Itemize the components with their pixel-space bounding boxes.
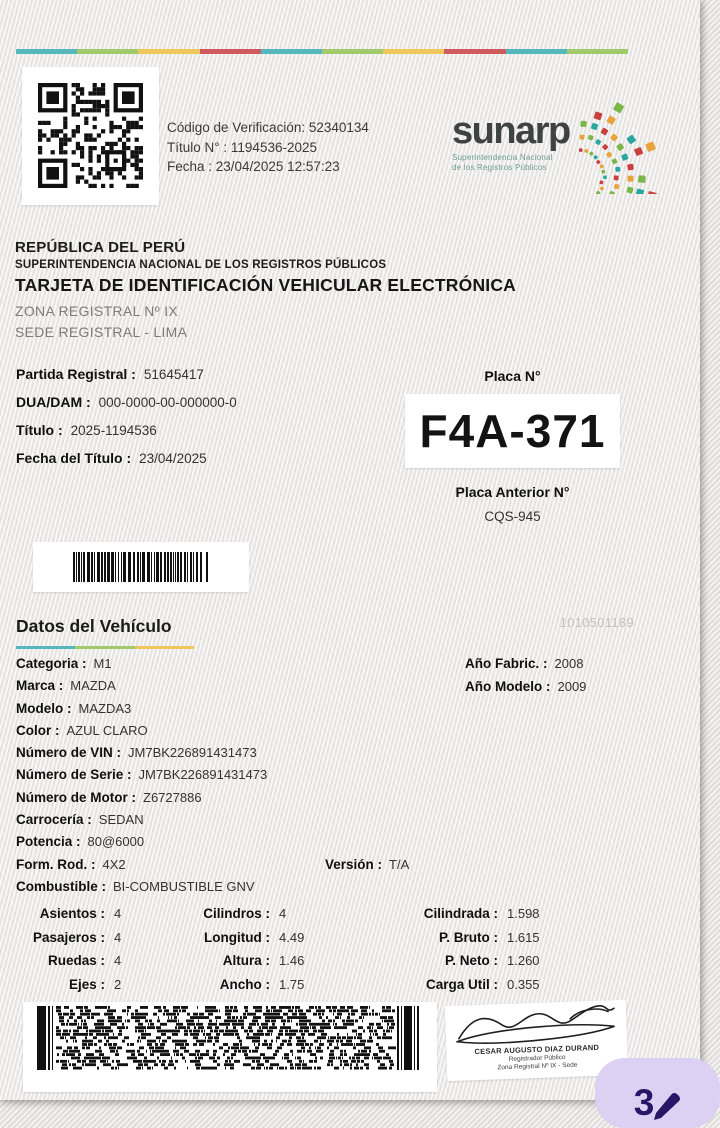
registration-fields	[16, 366, 237, 478]
sunarp-logo-tagline: Superintendencia Nacional de los Registros Públicos	[452, 153, 553, 172]
field-vin: Número de VIN : JM7BK226891431473	[16, 745, 257, 761]
field-color: Color : AZUL CLARO	[16, 722, 148, 738]
field-anio-fabricacion: Año Fabric. : 2008	[465, 656, 584, 671]
barcode-icon	[73, 552, 209, 582]
section-title-vehicle-data: Datos del Vehículo	[16, 616, 172, 636]
sunarp-logo	[452, 112, 692, 173]
plate-number: F4A-371	[405, 394, 620, 468]
field-motor: Número de Motor : Z6727886	[16, 789, 202, 805]
field-serie: Número de Serie : JM7BK226891431473	[16, 767, 268, 783]
field-fecha-titulo: Fecha del Título : 23/04/2025	[16, 450, 207, 466]
field-categoria: Categoria : M1	[16, 656, 112, 671]
previous-plate-label: Placa Anterior N°	[455, 484, 570, 500]
registrar-name: CESAR AUGUSTO DIAZ DURAND	[474, 1042, 600, 1057]
zone-label: ZONA REGISTRAL Nº IX	[15, 303, 179, 319]
qr-code-icon	[38, 83, 144, 189]
registrar-zone: Zona Registral Nº IX - Sede	[497, 1061, 578, 1072]
field-version: Versión : T/A	[325, 856, 410, 872]
document-title-block	[15, 239, 516, 340]
office-label: SEDE REGISTRAL - LIMA	[15, 324, 188, 340]
signature-icon	[449, 1001, 622, 1049]
field-anio-modelo: Año Modelo : 2009	[465, 678, 587, 694]
sunarp-logo-text: sunarp	[452, 110, 570, 152]
qr-code-box	[22, 67, 159, 205]
previous-plate-number: CQS-945	[484, 509, 541, 524]
pdf417-barcode-icon	[37, 1006, 423, 1070]
decorative-color-bar	[16, 49, 628, 54]
registry-number: 1010501189	[559, 615, 634, 630]
field-combustible: Combustible : BI-COMBUSTIBLE GNV	[16, 878, 255, 894]
issue-date: Fecha : 23/04/2025 12:57:23	[167, 159, 340, 174]
field-carroceria: Carrocería : SEDAN	[16, 812, 144, 828]
sunarp-starburst-icon	[570, 84, 692, 194]
field-potencia: Potencia : 80@6000	[16, 834, 145, 850]
field-dua-dam: DUA/DAM : 000-0000-00-000000-0	[16, 394, 237, 410]
field-partida-registral: Partida Registral : 51645417	[16, 366, 204, 382]
vehicle-year-fields	[465, 656, 586, 701]
pdf417-barcode-box	[23, 1002, 437, 1092]
verification-info	[167, 118, 369, 177]
title-number: Título N° : 1194536-2025	[167, 139, 317, 155]
field-modelo: Modelo : MAZDA3	[16, 700, 132, 716]
vehicle-specs-table: Asientos : 4 Cilindros : 4 Cilindrada : 1.598 Pasajeros : 4 Longitud : 4.49 P. Bruto : 1.615 Ruedas : 4 Altura : 1.46 P. Neto : 1.260 Ejes : 2 Ancho : 1.75 Carga Util : 0.355	[32, 906, 540, 992]
pen-icon	[651, 1088, 681, 1122]
registrar-role: Registrador Público	[508, 1054, 566, 1063]
document-title: TARJETA DE IDENTIFICACIÓN VEHICULAR ELECTRÓNICA	[15, 275, 517, 295]
country-title: REPÚBLICA DEL PERÚ	[15, 239, 186, 256]
field-form-rod: Form. Rod. : 4X2 Versión : T/A	[16, 856, 410, 872]
plate-label: Placa N°	[484, 368, 541, 384]
barcode-box	[33, 542, 249, 592]
field-titulo: Título : 2025-1194536	[16, 422, 157, 438]
annotation-fab-button[interactable]	[595, 1058, 720, 1128]
annotation-count: 3	[633, 1082, 655, 1123]
section-underline	[16, 646, 194, 649]
institution-title: SUPERINTENDENCIA NACIONAL DE LOS REGISTROS PÚBLICOS	[15, 259, 387, 271]
field-marca: Marca : MAZDA	[16, 678, 116, 694]
verification-code: Código de Verificación: 52340134	[167, 120, 369, 135]
